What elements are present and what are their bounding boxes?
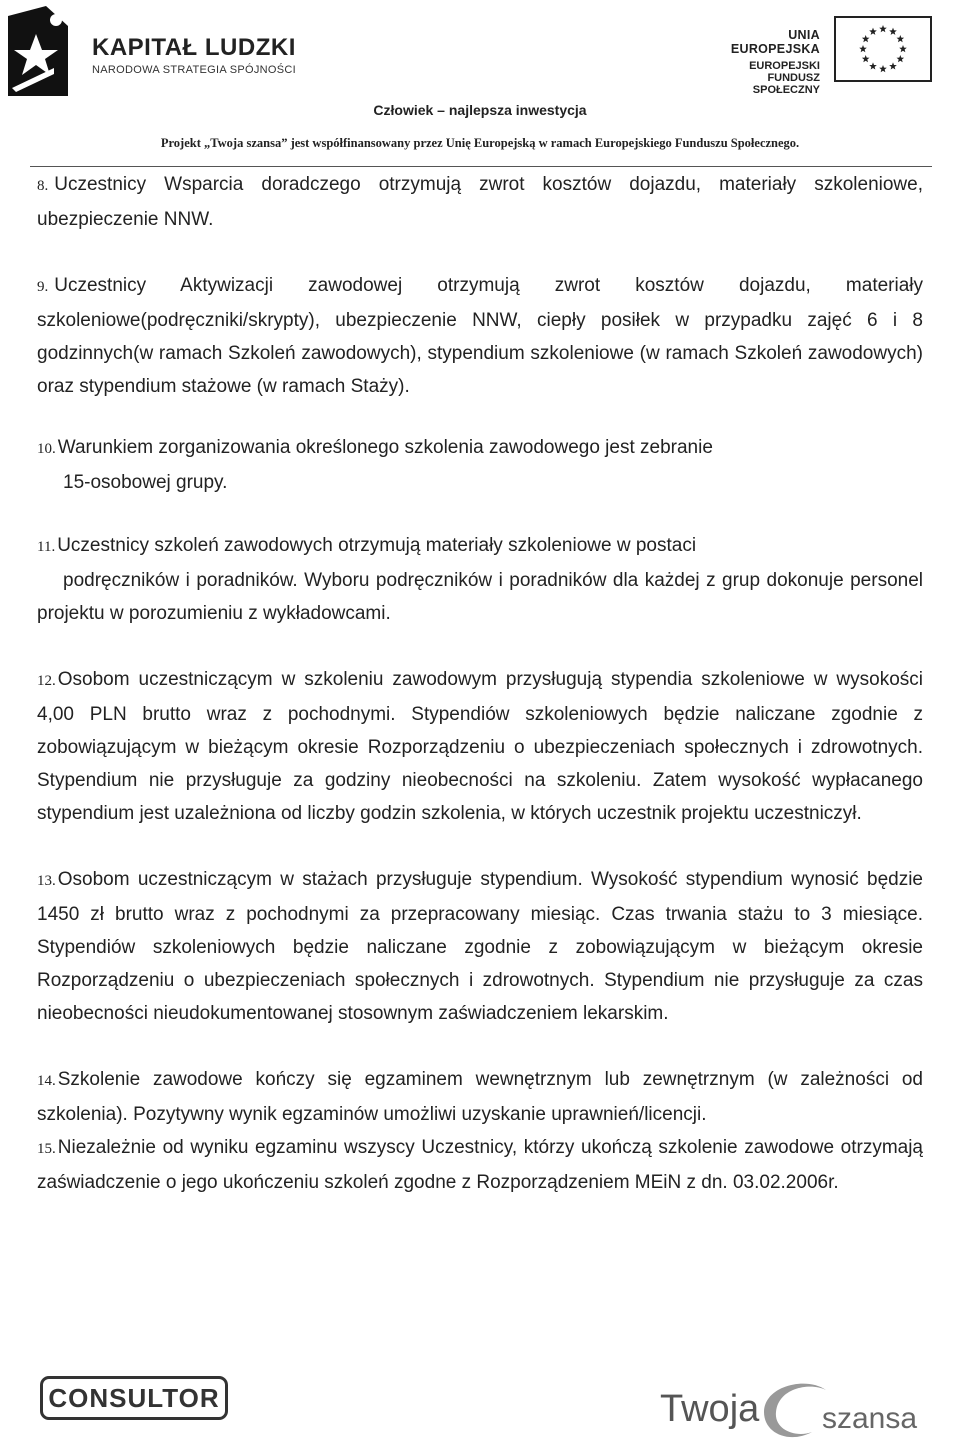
item-number: 8.	[37, 178, 49, 194]
item-text: Uczestnicy Aktywizacji zawodowej otrzymują zwrot kosztów dojazdu, materiały szkoleniowe(podręczniki/skrypty), ubezpieczenie NNW, ciepły posiłek w przypadku zajęć 6 i 8 godzinnych(w ramach Szkoleń zawodowych), stypendium szkoleniowe (w ramach Szkoleń zawodowych) oraz stypendium stażowe (w ramach Staży).	[37, 275, 923, 397]
list-item-14	[37, 1063, 923, 1131]
header-divider	[30, 166, 932, 167]
item-text: Szkolenie zawodowe kończy się egzaminem wewnętrznym lub zewnętrznym (w zależności od szkolenia). Pozytywny wynik egzaminów umożliwi uzyskanie uprawnień/licencji.	[37, 1069, 923, 1125]
page-header	[0, 0, 960, 168]
item-number: 15.	[37, 1141, 56, 1157]
list-item-13	[37, 863, 923, 1030]
eu-logo-line1: UNIA EUROPEJSKA	[730, 28, 820, 56]
item-text-line1: Uczestnicy szkoleń zawodowych otrzymują materiały szkoleniowe w postaci	[57, 535, 697, 556]
eu-logo	[704, 16, 950, 96]
list-item-9	[37, 269, 923, 403]
szansa-logo-text: szansa	[822, 1402, 918, 1435]
list-item-11	[37, 529, 923, 630]
consultor-logo-text: CONSULTOR	[48, 1383, 220, 1413]
item-text-line2: 15-osobowej grupy.	[63, 472, 228, 493]
item-number: 12.	[37, 673, 56, 689]
item-number: 10.	[37, 441, 56, 457]
eu-logo-line2: EUROPEJSKI	[749, 60, 820, 72]
kapital-ludzki-logo	[6, 4, 296, 96]
eu-logo-line3: FUNDUSZ SPOŁECZNY	[752, 72, 820, 96]
item-text-line1: Warunkiem zorganizowania określonego szkolenia zawodowego jest zebranie	[57, 437, 713, 458]
consultor-logo	[40, 1376, 228, 1420]
regulation-list	[37, 168, 923, 1199]
motto: Człowiek – najlepsza inwestycja	[373, 102, 587, 118]
item-number: 14.	[37, 1073, 56, 1089]
item-text: Niezależnie od wyniku egzaminu wszyscy Uczestnicy, którzy ukończą szkolenie zawodowe otrzymają zaświadczenie o jego ukończeniu szkoleń zgodne z Rozporządzeniem MEiN z dn. 03.02.2006r.	[37, 1137, 923, 1193]
item-number: 9.	[37, 279, 49, 295]
kapital-ludzki-subtitle: NARODOWA STRATEGIA SPÓJNOŚCI	[92, 64, 296, 76]
twoja-logo-text: Twoja	[660, 1388, 760, 1430]
list-item-15	[37, 1131, 923, 1199]
item-number: 11.	[37, 539, 56, 555]
eu-logo-text	[704, 28, 820, 96]
page-footer	[0, 1360, 960, 1444]
item-number: 13.	[37, 873, 56, 889]
project-notice: Projekt „Twoja szansa” jest współfinansowany przez Unię Europejską w ramach Europejskiego Funduszu Społecznego.	[160, 136, 800, 150]
item-text: Osobom uczestniczącym w stażach przysługuje stypendium. Wysokość stypendium wynosić będzie 1450 zł brutto wraz z pochodnymi za przepracowany miesiąc. Czas trwania stażu to 3 miesiące. Stypendiów szkoleniowych będzie naliczane zgodnie z zobowiązującym w bieżącym okresie Rozporządzeniu o ubezpieczeniach społecznych i zdrowotnych. Stypendium nie przysługuje za czas nieobecności nieudokumentowanej stosownym zaświadczeniem lekarskim.	[37, 869, 923, 1024]
kapital-ludzki-title: KAPITAŁ LUDZKI	[92, 34, 296, 61]
item-text: Osobom uczestniczącym w szkoleniu zawodowym przysługują stypendia szkoleniowe w wysokości 4,00 PLN brutto wraz z pochodnymi. Stypendiów szkoleniowych będzie naliczane zgodnie z zobowiązującym w bieżącym okresie Rozporządzeniu o ubezpieczeniach społecznych i zdrowotnych. Stypendium nie przysługuje za godziny nieobecności na szkoleniu. Zatem wysokość wypłacanego stypendium jest uzależniona od liczby godzin szkolenia, w których uczestnik projektu uczestniczył.	[37, 669, 923, 824]
list-item-8	[37, 168, 923, 236]
list-item-12	[37, 663, 923, 830]
item-text-rest: podręczników i poradników. Wyboru podręczników i poradników dla każdej z grup dokonuje personel projektu w porozumieniu z wykładowcami.	[37, 570, 923, 624]
twoja-szansa-logo	[654, 1372, 954, 1444]
list-item-10	[37, 431, 923, 499]
item-text: Uczestnicy Wsparcia doradczego otrzymują zwrot kosztów dojazdu, materiały szkoleniowe, ubezpieczenie NNW.	[37, 174, 923, 230]
kapital-ludzki-emblem-icon	[6, 4, 86, 96]
eu-flag-icon	[834, 16, 932, 82]
